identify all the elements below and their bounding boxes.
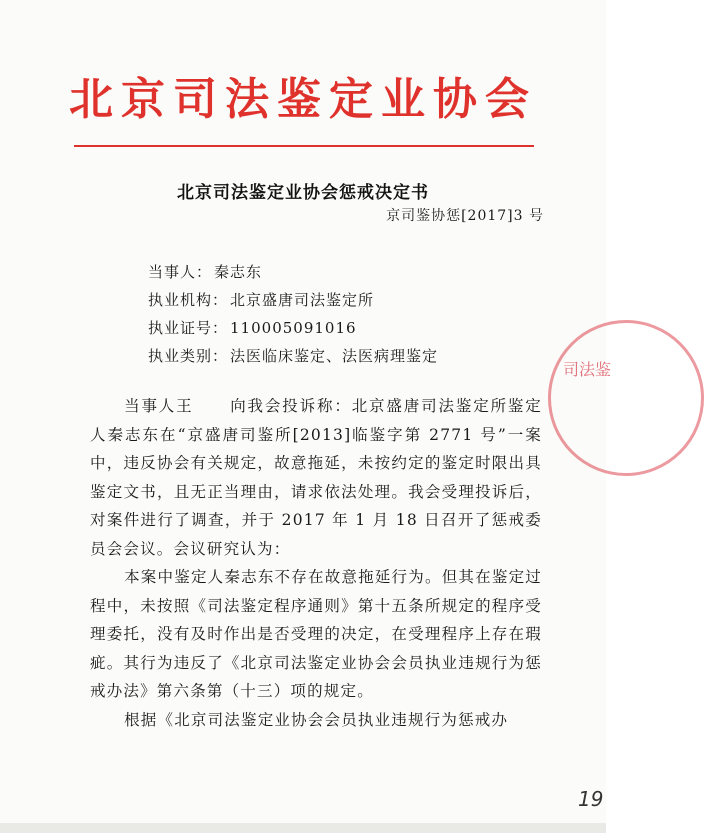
paragraph-complaint [90,392,542,563]
license-number: 110005091016 [230,319,357,337]
party-name-line [148,262,262,282]
complaint-text: 向我会投诉称：北京盛唐司法鉴定所鉴定人秦志东在“京盛唐司鉴所[2013]临鉴字第 2771 号”一案中，违反协会有关规定，故意拖延，未按约定的鉴定时限出具鉴定文书，且无正当理由，请求依法处理。我会受理投诉后，对案件进行了调查，并于 2017 年 1 月 18 日召开了惩戒委员会会议。会议研究认为： [90,397,542,558]
official-seal [548,320,704,476]
institution-line [148,290,374,310]
category-label: 执业类别： [148,347,229,365]
category-line [148,346,438,366]
page-number: 19 [578,787,604,811]
paragraph-finding: 本案中鉴定人秦志东不存在故意拖延行为。但其在鉴定过程中，未按照《司法鉴定程序通则》第十五条所规定的程序受理委托，没有及时作出是否受理的决定，在受理程序上存在瑕疵。其行为违反了《北京司法鉴定业协会会员执业违规行为惩戒办法》第六条第（十三）项的规定。 [90,568,542,700]
seal-text: 司法鉴 [563,360,612,379]
institution-label: 执业机构： [148,291,229,309]
party-name: 秦志东 [214,263,263,281]
institution: 北京盛唐司法鉴定所 [230,291,375,309]
category: 法医临床鉴定、法医病理鉴定 [230,347,439,365]
paragraph-basis: 根据《北京司法鉴定业协会会员执业违规行为惩戒办 [124,710,509,729]
document-number: 京司鉴协惩[2017]3 号 [386,208,544,224]
letterhead-rule [74,145,534,147]
body-text [90,392,542,734]
letterhead: 北京司法鉴定业协会 [69,74,537,125]
document-title: 北京司法鉴定业协会惩戒决定书 [177,183,429,203]
scan-edge [0,823,606,833]
party-name-label: 当事人： [148,263,213,281]
license-label: 执业证号： [148,319,229,337]
complainant: 当事人王 [124,397,194,415]
license-line [148,318,357,338]
